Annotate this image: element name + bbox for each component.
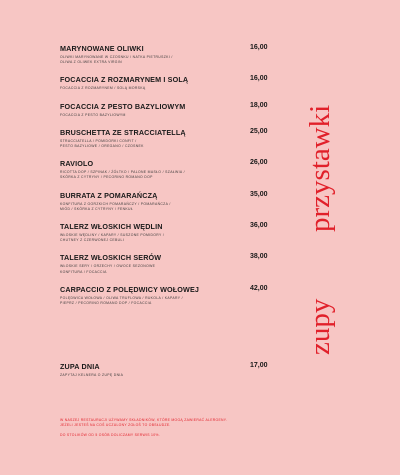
item-description: KONFITURA Z GORZKICH POMARAŃCZY / POMARAŃCZA / MIÓD / SKÓRKA Z CYTRYNY / FENKUŁ bbox=[60, 201, 171, 211]
allergen-note: W NASZEJ RESTAURACJI UŻYWAMY SKŁADNIKÓW, KTÓRE MOGĄ ZAWIERAĆ ALERGENY. JEŻELI JESTEŚ NA COŚ UCZULONY ZGŁOŚ TO OBSŁUDZE. bbox=[60, 418, 228, 428]
item-price: 38,00 bbox=[250, 253, 268, 261]
item-description: WŁOSKIE SERY / ORZECHY / OWOCE SEZONOWE KONFITURA / FOCACCIA bbox=[60, 264, 156, 274]
item-name: BRUSCHETTA ZE STRACCIATELLĄ bbox=[60, 127, 186, 137]
item-description: STRACCIATELLA / POMIDORKI CONFIT / PESTO BAZYLIOWE / OREGANO / CZOSNEK bbox=[60, 138, 144, 149]
menu-item bbox=[60, 253, 270, 274]
item-name: FOCACCIA Z ROZMARYNEM I SOLĄ bbox=[60, 75, 189, 85]
item-name: ZUPA DNIA bbox=[60, 362, 100, 371]
item-description: WŁOSKIE WĘDLINY / KAPARY / SUSZONE POMIDORY / CHUTNEY Z CZERWONEJ CEBULI bbox=[60, 233, 165, 243]
menu-item bbox=[60, 222, 270, 243]
item-price: 26,00 bbox=[250, 159, 268, 167]
menu-item bbox=[60, 362, 270, 378]
item-description: FOCACCIA Z ROZMARYNEM / SOLĄ MORSKĄ bbox=[60, 86, 146, 91]
item-price: 25,00 bbox=[250, 127, 268, 135]
item-price: 18,00 bbox=[250, 101, 268, 109]
item-description: POLĘDWICA WOŁOWA / OLIWA TRUFLOWA / RUKOLA / KAPARY / PIEPRZ / PECORINO ROMANO DOP / FOCACCIA bbox=[60, 295, 183, 306]
item-name: RAVIOLO bbox=[60, 159, 94, 169]
item-name: FOCACCIA Z PESTO BAZYLIOWYM bbox=[60, 101, 186, 111]
allergen-footnote bbox=[60, 418, 290, 442]
appetizers-list bbox=[60, 44, 270, 316]
menu-item bbox=[60, 75, 270, 91]
service-charge-note: DO STOLIKÓW OD 5 OSÓB DOLICZAMY SERWIS 10%. bbox=[60, 432, 160, 437]
item-price: 16,00 bbox=[250, 44, 268, 51]
item-description: OLIWKI MARYNOWANE W CZOSNKU / NATKA PIETRUSZKI / OLIWA Z OLIWEK EXTRA VIRGIN bbox=[60, 55, 173, 65]
item-price: 35,00 bbox=[250, 190, 268, 198]
item-name: CARPACCIO Z POLĘDWICY WOŁOWEJ bbox=[60, 284, 200, 294]
item-description: RICOTTA DOP / SZPINAK / ŻÓŁTKO / PALONE MASŁO / SZAŁWIA / SKÓRKA Z CYTRYNY / PECORINO ROMANO DOP bbox=[60, 170, 185, 180]
item-name: TALERZ WŁOSKICH SERÓW bbox=[60, 253, 162, 263]
menu-item bbox=[60, 44, 270, 65]
soup-section bbox=[60, 362, 270, 388]
menu-item bbox=[60, 159, 270, 180]
item-price: 16,00 bbox=[250, 75, 268, 83]
menu-item bbox=[60, 191, 270, 212]
item-description: FOCACCIA Z PESTO BAZYLIOWYM bbox=[60, 112, 126, 117]
item-name: BURRATA Z POMARAŃCZĄ bbox=[60, 190, 158, 200]
item-price: 42,00 bbox=[250, 284, 268, 292]
appetizers-heading: przystawki bbox=[304, 104, 336, 232]
menu-item bbox=[60, 285, 270, 306]
item-price: 17,00 bbox=[250, 362, 268, 369]
item-price: 36,00 bbox=[250, 222, 268, 230]
soups-heading: zupy bbox=[304, 298, 336, 355]
item-description: ZAPYTAJ KELNERA O ZUPĘ DNIA bbox=[60, 373, 124, 377]
menu-item bbox=[60, 128, 270, 149]
item-name: MARYNOWANE OLIWKI bbox=[60, 44, 144, 53]
item-name: TALERZ WŁOSKICH WĘDLIN bbox=[60, 222, 163, 232]
menu-item bbox=[60, 102, 270, 118]
